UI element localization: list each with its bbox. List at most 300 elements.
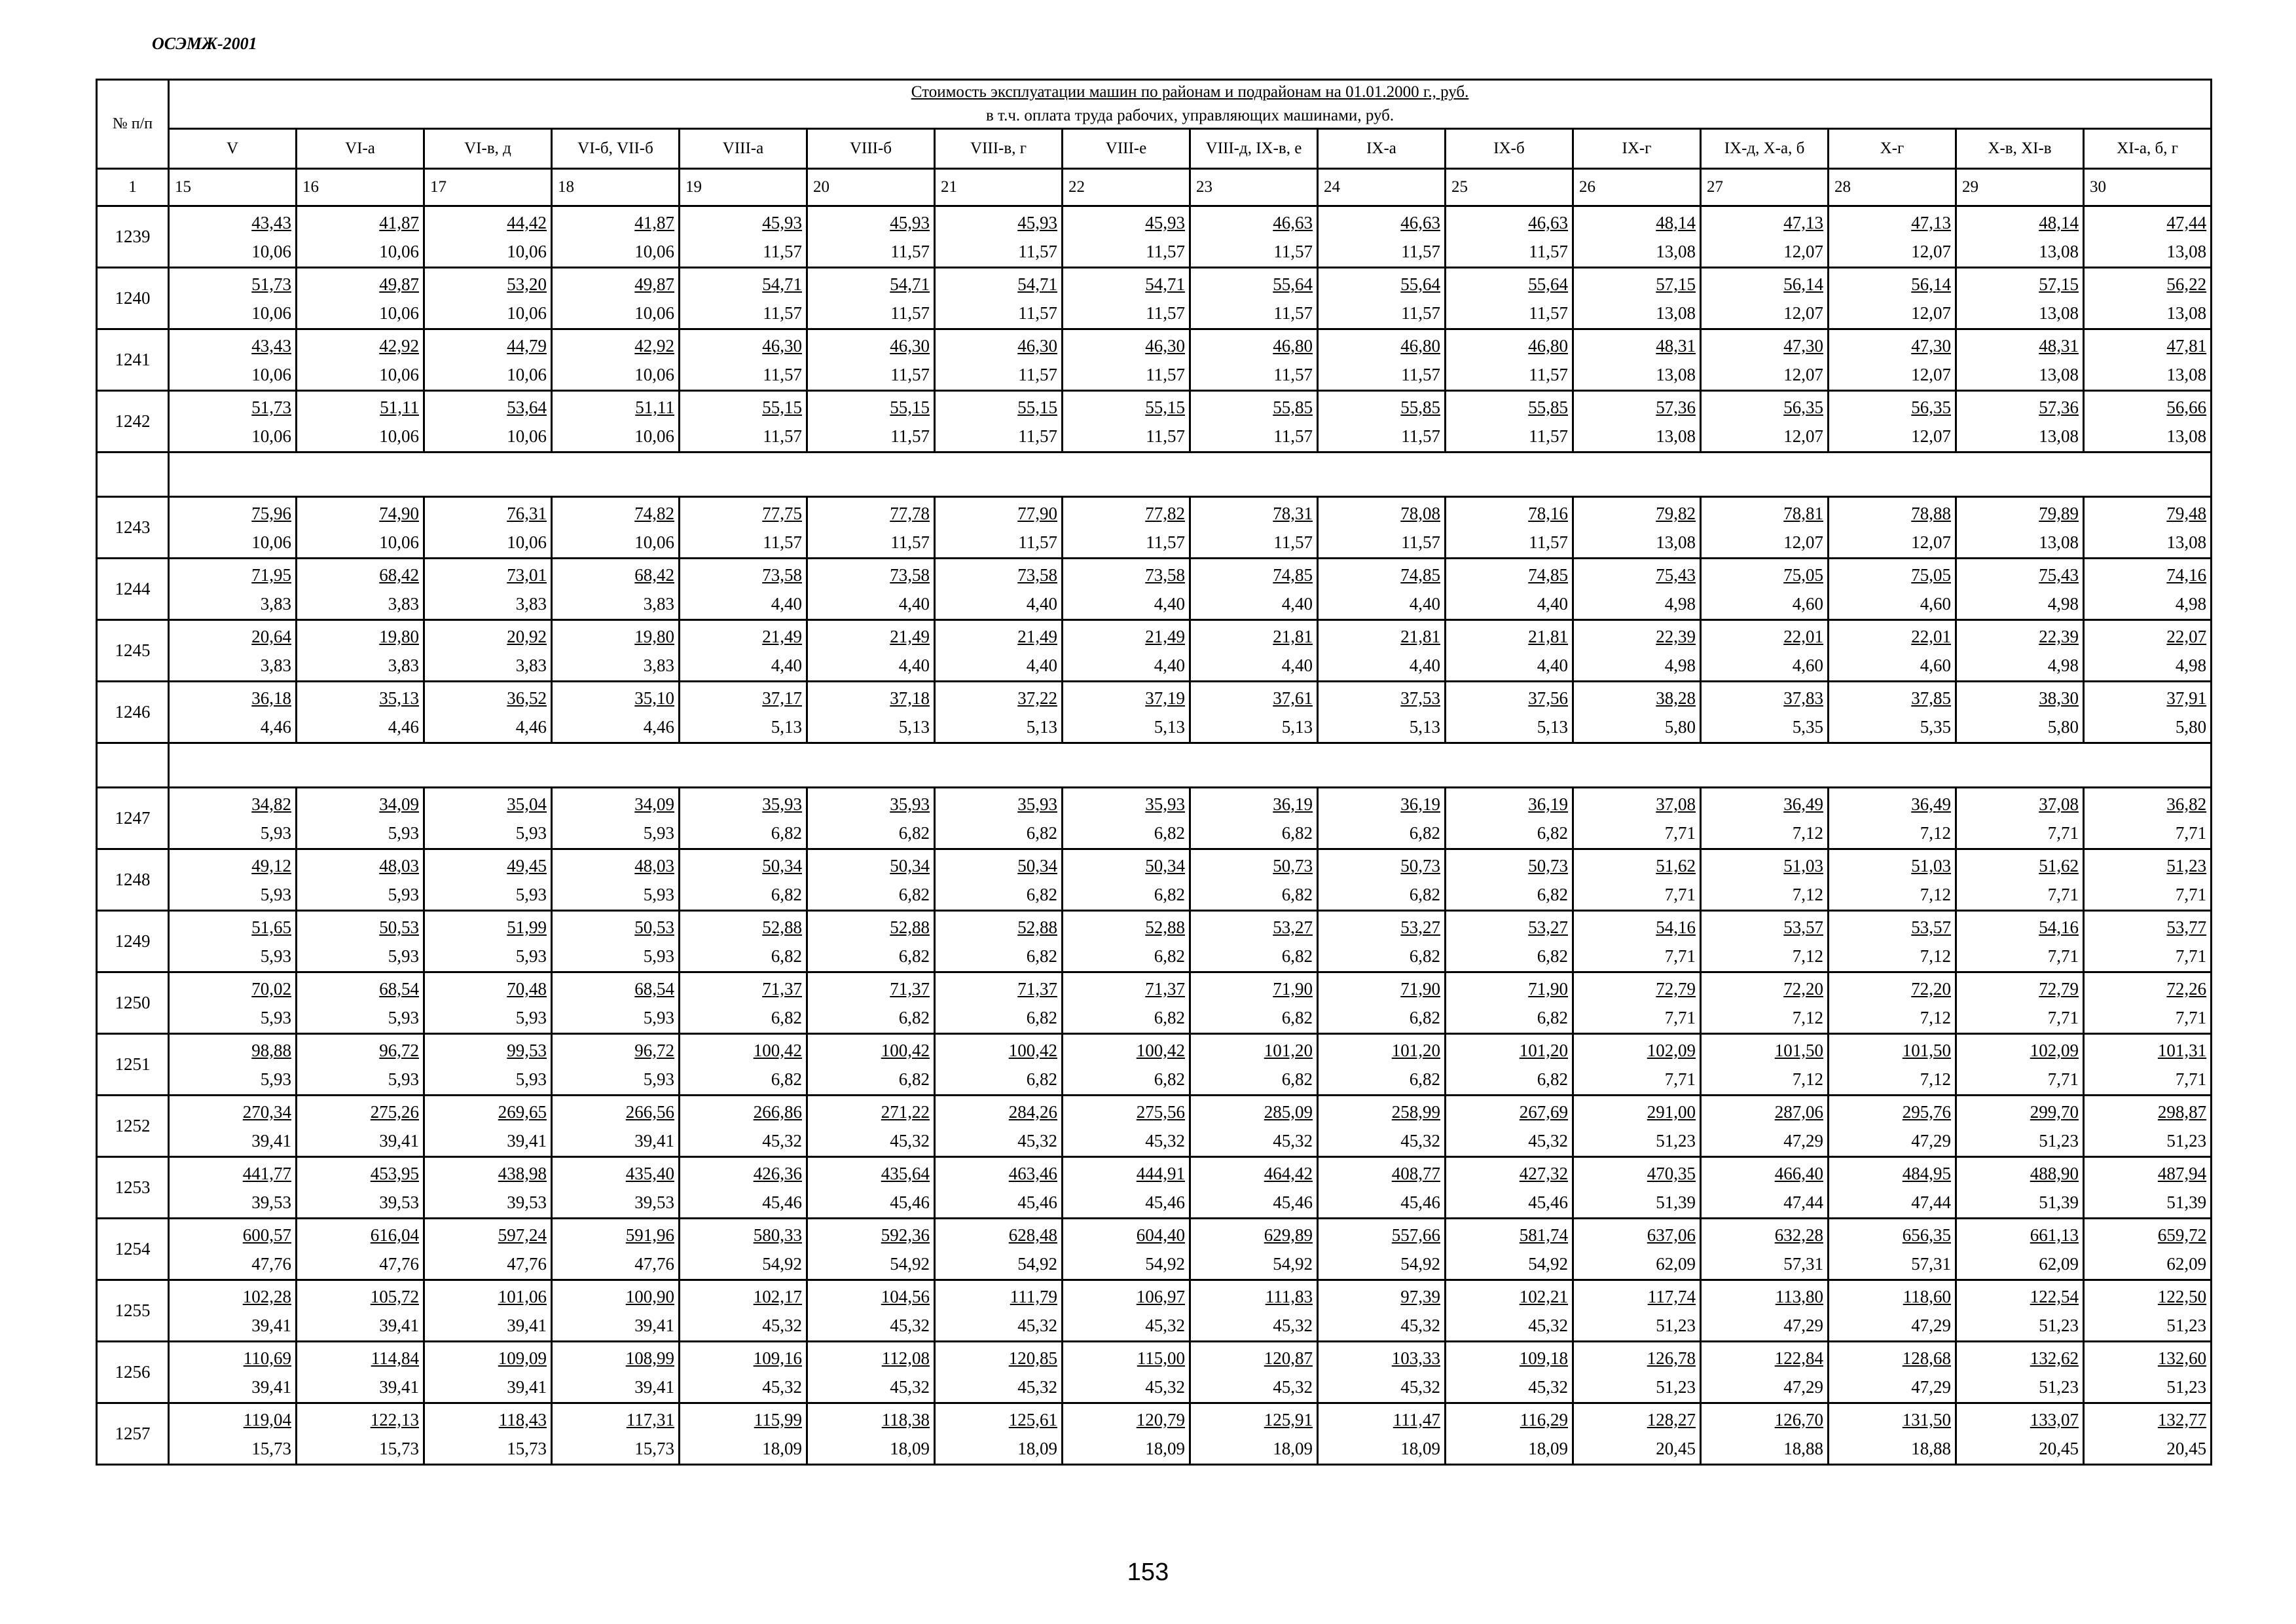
labor-cost-value: 3,83 [515, 593, 547, 614]
labor-cost-value: 11,57 [1273, 426, 1313, 446]
cost-cell [1318, 1219, 1446, 1280]
total-cost-value: 34,82 [251, 794, 291, 814]
labor-cost-value: 45,46 [890, 1192, 930, 1212]
cost-cell [1318, 849, 1446, 911]
row-number: 1247 [97, 788, 169, 849]
total-cost-value: 54,71 [1017, 274, 1057, 294]
cost-cell [2084, 682, 2212, 743]
labor-cost-value: 4,40 [1026, 593, 1057, 614]
total-cost-value: 444,91 [1136, 1163, 1185, 1183]
total-cost-value: 71,90 [1528, 978, 1568, 999]
total-cost-value: 54,71 [762, 274, 802, 294]
labor-cost-value: 4,40 [1281, 655, 1313, 675]
total-cost-value: 55,15 [890, 397, 930, 417]
labor-cost-value: 39,53 [634, 1192, 674, 1212]
table-row [97, 268, 2212, 329]
header-region: IX-а [1318, 129, 1446, 169]
cost-cell [807, 1157, 935, 1219]
labor-cost-value: 45,32 [1145, 1130, 1185, 1151]
total-cost-value: 592,36 [881, 1225, 930, 1245]
header-region: XI-а, б, г [2084, 129, 2212, 169]
total-cost-value: 102,17 [753, 1286, 802, 1306]
total-cost-value: 51,11 [380, 397, 419, 417]
cost-cell [935, 1403, 1063, 1465]
labor-cost-value: 47,44 [1911, 1192, 1951, 1212]
total-cost-value: 50,34 [890, 855, 930, 876]
labor-cost-value: 11,57 [1146, 532, 1185, 552]
total-cost-value: 75,43 [2039, 564, 2079, 585]
labor-cost-value: 45,32 [1017, 1315, 1057, 1335]
labor-cost-value: 4,40 [1409, 593, 1440, 614]
total-cost-value: 120,79 [1136, 1409, 1185, 1430]
cost-cell [1446, 911, 1573, 972]
total-cost-value: 54,16 [2039, 917, 2079, 937]
cost-cell [552, 497, 680, 559]
total-cost-value: 101,50 [1774, 1040, 1823, 1060]
labor-cost-value: 7,71 [2047, 822, 2079, 843]
total-cost-value: 79,89 [2039, 503, 2079, 523]
total-cost-value: 72,79 [2039, 978, 2079, 999]
header-region: IX-б [1446, 129, 1573, 169]
cost-cell [1318, 497, 1446, 559]
page-number: 153 [1127, 1559, 1169, 1586]
total-cost-value: 120,87 [1264, 1348, 1313, 1368]
total-cost-value: 57,36 [1656, 397, 1696, 417]
cost-cell [1573, 391, 1701, 452]
cost-cell [1573, 206, 1701, 268]
labor-cost-value: 4,60 [1920, 593, 1951, 614]
cost-cell [2084, 1280, 2212, 1342]
cost-cell [297, 329, 424, 391]
cost-cell [807, 391, 935, 452]
total-cost-value: 52,88 [762, 917, 802, 937]
labor-cost-value: 13,08 [2166, 303, 2207, 323]
cost-cell [1573, 268, 1701, 329]
total-cost-value: 68,54 [379, 978, 419, 999]
labor-cost-value: 7,12 [1792, 822, 1823, 843]
total-cost-value: 37,53 [1400, 688, 1440, 708]
labor-cost-value: 51,23 [2039, 1315, 2079, 1335]
cost-cell [1063, 1219, 1190, 1280]
total-cost-value: 600,57 [242, 1225, 291, 1245]
labor-cost-value: 12,07 [1911, 364, 1951, 384]
labor-cost-value: 10,06 [251, 303, 291, 323]
cost-cell [424, 682, 552, 743]
cost-cell [1573, 329, 1701, 391]
header-column-index: 29 [1956, 169, 2084, 206]
labor-cost-value: 45,46 [1528, 1192, 1568, 1212]
cost-cell [680, 1342, 807, 1403]
labor-cost-value: 5,93 [260, 1069, 291, 1089]
total-cost-value: 112,08 [881, 1348, 930, 1368]
labor-cost-value: 6,82 [1026, 946, 1057, 966]
cost-cell [807, 620, 935, 682]
cost-cell [169, 1342, 297, 1403]
labor-cost-value: 4,40 [1537, 593, 1568, 614]
cost-cell [2084, 972, 2212, 1034]
cost-cell [1829, 1157, 1956, 1219]
total-cost-value: 76,31 [507, 503, 547, 523]
total-cost-value: 37,61 [1273, 688, 1313, 708]
cost-cell [552, 620, 680, 682]
labor-cost-value: 51,23 [2039, 1376, 2079, 1397]
row-number: 1243 [97, 497, 169, 559]
labor-cost-value: 12,07 [1783, 364, 1823, 384]
labor-cost-value: 4,60 [1920, 655, 1951, 675]
cost-cell [1573, 1034, 1701, 1096]
row-number: 1251 [97, 1034, 169, 1096]
cost-cell [1956, 788, 2084, 849]
cost-cell [1190, 1096, 1318, 1157]
cost-cell [2084, 911, 2212, 972]
total-cost-value: 125,91 [1264, 1409, 1313, 1430]
labor-cost-value: 3,83 [643, 593, 674, 614]
total-cost-value: 77,78 [890, 503, 930, 523]
cost-cell [1701, 329, 1829, 391]
row-number: 1254 [97, 1219, 169, 1280]
header-row-title [97, 80, 2212, 129]
cost-cell [1956, 1403, 2084, 1465]
labor-cost-value: 6,82 [1154, 884, 1185, 904]
labor-cost-value: 7,12 [1792, 1007, 1823, 1027]
cost-cell [807, 788, 935, 849]
labor-cost-value: 45,32 [1017, 1130, 1057, 1151]
cost-cell [680, 1280, 807, 1342]
total-cost-value: 46,63 [1273, 212, 1313, 232]
total-cost-value: 50,73 [1400, 855, 1440, 876]
total-cost-value: 55,15 [1017, 397, 1057, 417]
labor-cost-value: 15,73 [379, 1438, 419, 1458]
cost-cell [1446, 1157, 1573, 1219]
cost-cell [1573, 682, 1701, 743]
labor-cost-value: 4,46 [260, 716, 291, 737]
header-region: IX-д, Х-а, б [1701, 129, 1829, 169]
labor-cost-value: 7,12 [1792, 1069, 1823, 1089]
labor-cost-value: 39,41 [634, 1130, 674, 1151]
labor-cost-value: 13,08 [2039, 426, 2079, 446]
cost-cell [1573, 788, 1701, 849]
labor-cost-value: 5,35 [1920, 716, 1951, 737]
labor-cost-value: 5,93 [260, 1007, 291, 1027]
labor-cost-value: 7,71 [2175, 1069, 2207, 1089]
cost-cell [1063, 620, 1190, 682]
cost-cell [935, 391, 1063, 452]
total-cost-value: 120,85 [1008, 1348, 1057, 1368]
total-cost-value: 71,95 [251, 564, 291, 585]
labor-cost-value: 11,57 [763, 532, 802, 552]
total-cost-value: 125,61 [1008, 1409, 1057, 1430]
cost-cell [680, 1403, 807, 1465]
cost-cell [1318, 559, 1446, 620]
cost-cell [552, 682, 680, 743]
labor-cost-value: 51,23 [1656, 1376, 1696, 1397]
cost-cell [424, 1403, 552, 1465]
cost-cell [552, 972, 680, 1034]
total-cost-value: 22,39 [2039, 626, 2079, 646]
total-cost-value: 106,97 [1136, 1286, 1185, 1306]
total-cost-value: 438,98 [498, 1163, 547, 1183]
cost-cell [1190, 497, 1318, 559]
cost-cell [297, 1157, 424, 1219]
total-cost-value: 115,00 [1137, 1348, 1185, 1368]
cost-cell [1190, 1034, 1318, 1096]
total-cost-value: 96,72 [634, 1040, 674, 1060]
cost-cell [1318, 788, 1446, 849]
total-cost-value: 72,20 [1911, 978, 1951, 999]
total-cost-value: 269,65 [498, 1101, 547, 1122]
total-cost-value: 53,27 [1400, 917, 1440, 937]
cost-cell [807, 329, 935, 391]
labor-cost-value: 39,41 [251, 1315, 291, 1335]
cost-cell [1318, 1034, 1446, 1096]
labor-cost-value: 54,92 [890, 1253, 930, 1274]
labor-cost-value: 5,93 [515, 946, 547, 966]
total-cost-value: 35,93 [890, 794, 930, 814]
cost-cell [1829, 911, 1956, 972]
header-column-index: 22 [1063, 169, 1190, 206]
cost-cell [297, 911, 424, 972]
labor-cost-value: 45,32 [1528, 1315, 1568, 1335]
labor-cost-value: 13,08 [1656, 532, 1696, 552]
cost-cell [1446, 497, 1573, 559]
cost-cell [1829, 682, 1956, 743]
total-cost-value: 47,13 [1911, 212, 1951, 232]
labor-cost-value: 11,57 [1529, 426, 1568, 446]
cost-cell [1318, 620, 1446, 682]
cost-cell [1318, 391, 1446, 452]
cost-cell [297, 391, 424, 452]
total-cost-value: 75,05 [1911, 564, 1951, 585]
labor-cost-value: 47,29 [1783, 1376, 1823, 1397]
labor-cost-value: 6,82 [1026, 884, 1057, 904]
cost-cell [1956, 849, 2084, 911]
cost-cell [1446, 972, 1573, 1034]
total-cost-value: 71,37 [1017, 978, 1057, 999]
total-cost-value: 38,28 [1656, 688, 1696, 708]
labor-cost-value: 5,93 [388, 1069, 419, 1089]
cost-cell [935, 620, 1063, 682]
cost-cell [1829, 329, 1956, 391]
total-cost-value: 109,09 [498, 1348, 547, 1368]
labor-cost-value: 11,57 [763, 303, 802, 323]
total-cost-value: 73,58 [762, 564, 802, 585]
table-row [97, 1403, 2212, 1465]
total-cost-value: 45,93 [1145, 212, 1185, 232]
labor-cost-value: 15,73 [251, 1438, 291, 1458]
total-cost-value: 37,85 [1911, 688, 1951, 708]
labor-cost-value: 7,71 [1664, 822, 1696, 843]
cost-cell [1190, 1342, 1318, 1403]
cost-cell [1701, 1219, 1829, 1280]
labor-cost-value: 11,57 [1146, 426, 1185, 446]
cost-cell [1573, 497, 1701, 559]
cost-cell [1701, 1403, 1829, 1465]
row-number: 1245 [97, 620, 169, 682]
labor-cost-value: 6,82 [1154, 946, 1185, 966]
total-cost-value: 98,88 [251, 1040, 291, 1060]
separator-cell [169, 743, 2212, 788]
total-cost-value: 100,90 [625, 1286, 674, 1306]
labor-cost-value: 10,06 [634, 532, 674, 552]
labor-cost-value: 13,08 [2039, 303, 2079, 323]
total-cost-value: 101,20 [1519, 1040, 1568, 1060]
cost-cell [680, 682, 807, 743]
total-cost-value: 659,72 [2157, 1225, 2207, 1245]
labor-cost-value: 11,57 [1018, 303, 1057, 323]
cost-cell [807, 559, 935, 620]
cost-cell [169, 682, 297, 743]
cost-cell [297, 1034, 424, 1096]
cost-cell [1063, 1280, 1190, 1342]
total-cost-value: 45,93 [1017, 212, 1057, 232]
total-cost-value: 21,49 [1017, 626, 1057, 646]
cost-cell [297, 1403, 424, 1465]
labor-cost-value: 12,07 [1783, 532, 1823, 552]
cost-cell [807, 1280, 935, 1342]
cost-cell [935, 268, 1063, 329]
cost-cell [1956, 1219, 2084, 1280]
total-cost-value: 100,42 [881, 1040, 930, 1060]
labor-cost-value: 10,06 [507, 364, 547, 384]
labor-cost-value: 6,82 [771, 1007, 802, 1027]
cost-cell [935, 1096, 1063, 1157]
cost-cell [1956, 620, 2084, 682]
labor-cost-value: 12,07 [1783, 426, 1823, 446]
cost-cell [1318, 1280, 1446, 1342]
cost-cell [935, 911, 1063, 972]
labor-cost-value: 47,76 [379, 1253, 419, 1274]
labor-cost-value: 10,06 [634, 426, 674, 446]
labor-cost-value: 6,82 [771, 884, 802, 904]
total-cost-value: 52,88 [890, 917, 930, 937]
labor-cost-value: 6,82 [898, 884, 930, 904]
cost-cell [1573, 1403, 1701, 1465]
total-cost-value: 132,60 [2157, 1348, 2207, 1368]
cost-cell [2084, 206, 2212, 268]
labor-cost-value: 45,46 [1400, 1192, 1440, 1212]
total-cost-value: 56,14 [1783, 274, 1823, 294]
total-cost-value: 270,34 [242, 1101, 291, 1122]
total-cost-value: 122,54 [2030, 1286, 2079, 1306]
total-cost-value: 55,64 [1400, 274, 1440, 294]
cost-cell [297, 682, 424, 743]
row-number: 1248 [97, 849, 169, 911]
total-cost-value: 35,04 [507, 794, 547, 814]
labor-cost-value: 4,40 [771, 593, 802, 614]
total-cost-value: 47,30 [1783, 335, 1823, 356]
labor-cost-value: 39,41 [507, 1376, 547, 1397]
header-region: IX-г [1573, 129, 1701, 169]
cost-cell [1956, 268, 2084, 329]
cost-cell [2084, 1219, 2212, 1280]
cost-cell [1446, 1096, 1573, 1157]
labor-cost-value: 45,32 [1528, 1130, 1568, 1151]
labor-cost-value: 11,57 [1018, 426, 1057, 446]
cost-cell [169, 1034, 297, 1096]
cost-cell [807, 497, 935, 559]
row-number: 1253 [97, 1157, 169, 1219]
labor-cost-value: 54,92 [1145, 1253, 1185, 1274]
total-cost-value: 453,95 [370, 1163, 419, 1183]
total-cost-value: 53,57 [1911, 917, 1951, 937]
labor-cost-value: 10,06 [379, 364, 419, 384]
labor-cost-value: 45,32 [890, 1130, 930, 1151]
labor-cost-value: 39,41 [379, 1315, 419, 1335]
cost-cell [2084, 1157, 2212, 1219]
cost-cell [935, 1157, 1063, 1219]
row-number: 1257 [97, 1403, 169, 1465]
cost-cell [2084, 329, 2212, 391]
labor-cost-value: 45,32 [1400, 1315, 1440, 1335]
cost-cell [935, 559, 1063, 620]
cost-cell [680, 849, 807, 911]
labor-cost-value: 39,41 [251, 1130, 291, 1151]
total-cost-value: 72,20 [1783, 978, 1823, 999]
cost-cell [552, 206, 680, 268]
labor-cost-value: 62,09 [2039, 1253, 2079, 1274]
section-separator-row [97, 743, 2212, 788]
header-region: VI-в, д [424, 129, 552, 169]
labor-cost-value: 7,12 [1792, 884, 1823, 904]
cost-cell [1956, 682, 2084, 743]
labor-cost-value: 11,57 [763, 364, 802, 384]
total-cost-value: 46,80 [1400, 335, 1440, 356]
table-row [97, 391, 2212, 452]
labor-cost-value: 47,29 [1911, 1376, 1951, 1397]
labor-cost-value: 6,82 [898, 1007, 930, 1027]
labor-cost-value: 18,09 [1017, 1438, 1057, 1458]
labor-cost-value: 4,98 [2175, 655, 2207, 675]
header-column-index: 26 [1573, 169, 1701, 206]
labor-cost-value: 57,31 [1911, 1253, 1951, 1274]
cost-cell [2084, 1403, 2212, 1465]
labor-cost-value: 7,71 [2047, 1007, 2079, 1027]
cost-cell [1701, 1342, 1829, 1403]
header-region: VIII-д, IX-в, е [1190, 129, 1318, 169]
labor-cost-value: 4,40 [1537, 655, 1568, 675]
separator-cell [169, 452, 2212, 497]
labor-cost-value: 11,57 [890, 303, 930, 323]
total-cost-value: 79,48 [2166, 503, 2207, 523]
labor-cost-value: 11,57 [1529, 241, 1568, 261]
labor-cost-value: 51,23 [1656, 1315, 1696, 1335]
total-cost-value: 46,30 [762, 335, 802, 356]
labor-cost-value: 11,57 [763, 426, 802, 446]
cost-cell [552, 1219, 680, 1280]
total-cost-value: 298,87 [2157, 1101, 2207, 1122]
labor-cost-value: 6,82 [1154, 822, 1185, 843]
cost-cell [1446, 559, 1573, 620]
labor-cost-value: 7,71 [2175, 1007, 2207, 1027]
cost-cell [1956, 391, 2084, 452]
total-cost-value: 50,53 [379, 917, 419, 937]
labor-cost-value: 4,46 [515, 716, 547, 737]
cost-cell [1701, 849, 1829, 911]
labor-cost-value: 45,32 [762, 1315, 802, 1335]
cost-cell [424, 972, 552, 1034]
total-cost-value: 74,85 [1528, 564, 1568, 585]
labor-cost-value: 5,13 [1409, 716, 1440, 737]
labor-cost-value: 5,93 [388, 946, 419, 966]
total-cost-value: 77,75 [762, 503, 802, 523]
total-cost-value: 102,21 [1519, 1286, 1568, 1306]
cost-cell [807, 1219, 935, 1280]
total-cost-value: 661,13 [2030, 1225, 2079, 1245]
total-cost-value: 37,56 [1528, 688, 1568, 708]
cost-cell [1190, 206, 1318, 268]
total-cost-value: 78,08 [1400, 503, 1440, 523]
cost-cell [297, 206, 424, 268]
